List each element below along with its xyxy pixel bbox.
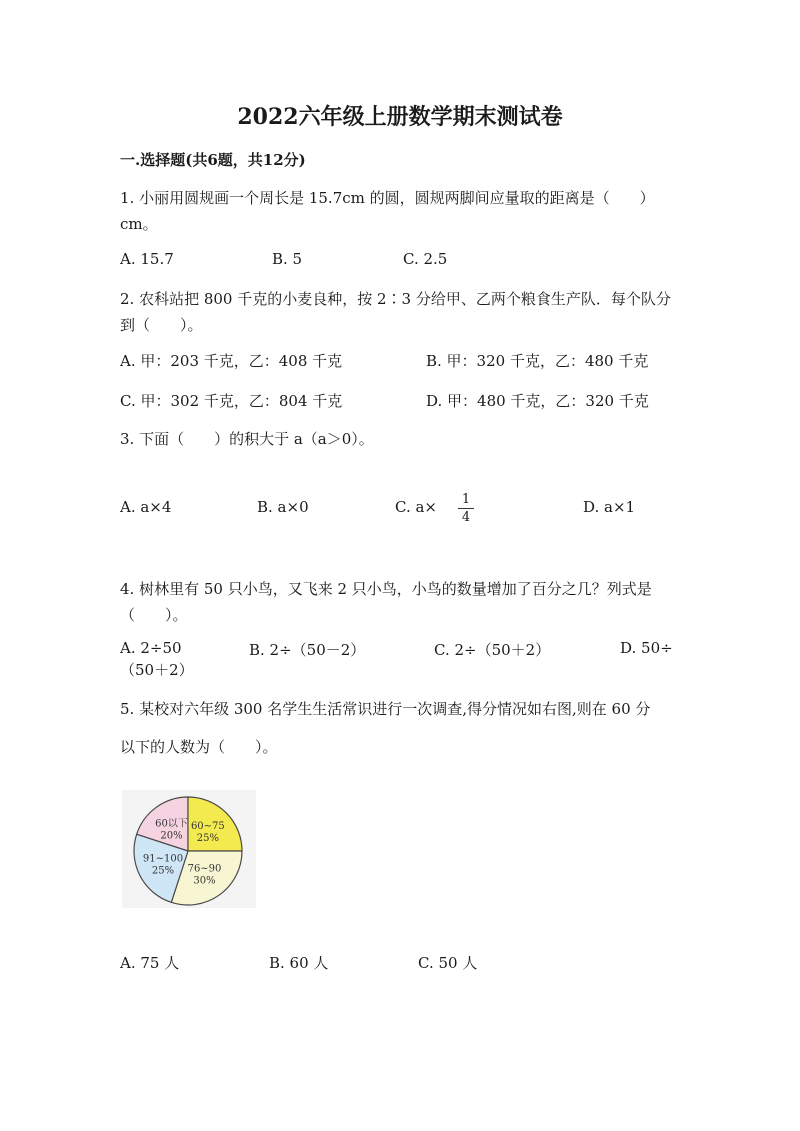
q4-option-b: B. 2÷（50－2）: [249, 641, 366, 659]
q2-option-d: D. 甲：480 千克，乙：320 千克: [426, 392, 649, 410]
q2-option-a: A. 甲：203 千克，乙：408 千克: [120, 352, 343, 370]
pie-slice-value-2: 25%: [196, 833, 219, 845]
q5-option-c: C. 50 人: [418, 954, 478, 972]
q3-option-b: B. a×0: [257, 498, 309, 516]
pie-chart-container: [122, 790, 256, 908]
pie-slice-value-1: 20%: [160, 830, 183, 842]
section-heading: 一.选择题(共6题，共12分): [120, 151, 306, 169]
q3-option-d: D. a×1: [583, 498, 636, 516]
question-3: 3. 下面（ ）的积大于 a（a＞0）。: [120, 430, 374, 448]
fraction-denominator: 4: [461, 510, 471, 525]
q1-option-b: B. 5: [272, 250, 303, 268]
pie-slice-value-4: 25%: [151, 865, 175, 877]
question-2: 2. 农科站把 800 千克的小麦良种，按 2∶3 分给甲、乙两个粮食生产队．每个队分到（ ）。: [120, 290, 671, 334]
pie-chart: [122, 790, 256, 908]
question-5-line-2: 以下的人数为（ ）。: [120, 738, 278, 756]
pie-slice-value-3: 30%: [193, 875, 216, 887]
q3-option-a: A. a×4: [120, 498, 172, 516]
pie-slice-label-2: 60~75: [190, 821, 225, 833]
q5-option-a: A. 75 人: [120, 954, 180, 972]
q4-option-d-continued: （50＋2）: [120, 661, 194, 679]
page-title: 2022六年级上册数学期末测试卷: [237, 104, 563, 130]
q4-option-a: A. 2÷50: [120, 639, 182, 657]
q2-option-b: B. 甲：320 千克，乙：480 千克: [426, 352, 649, 370]
question-5-line-1: 5. 某校对六年级 300 名学生生活常识进行一次调查,得分情况如右图,则在 60 分: [120, 700, 651, 718]
q5-option-b: B. 60 人: [269, 954, 329, 972]
q4-option-d: D. 50÷: [620, 639, 673, 657]
pie-slice-label-4: 91~100: [142, 853, 184, 865]
q1-option-a: A. 15.7: [120, 250, 174, 268]
pie-slice-label-1: 60以下: [155, 818, 188, 830]
q1-option-c: C. 2.5: [403, 250, 448, 268]
question-4: 4. 树林里有 50 只小鸟，又飞来 2 只小鸟，小鸟的数量增加了百分之几？列式是（ ）。: [120, 580, 652, 624]
q4-option-c: C. 2÷（50＋2）: [434, 641, 551, 659]
fraction-one-quarter: [458, 492, 474, 525]
fraction-bar: [458, 508, 474, 509]
fraction-numerator: 1: [461, 492, 471, 507]
q3-option-c: C. a×: [395, 498, 437, 516]
q2-option-c: C. 甲：302 千克，乙：804 千克: [120, 392, 343, 410]
pie-slice-label-3: 76~90: [187, 863, 222, 875]
question-1: 1. 小丽用圆规画一个周长是 15.7cm 的圆，圆规两脚间应量取的距离是（ ）cm。: [120, 189, 655, 233]
